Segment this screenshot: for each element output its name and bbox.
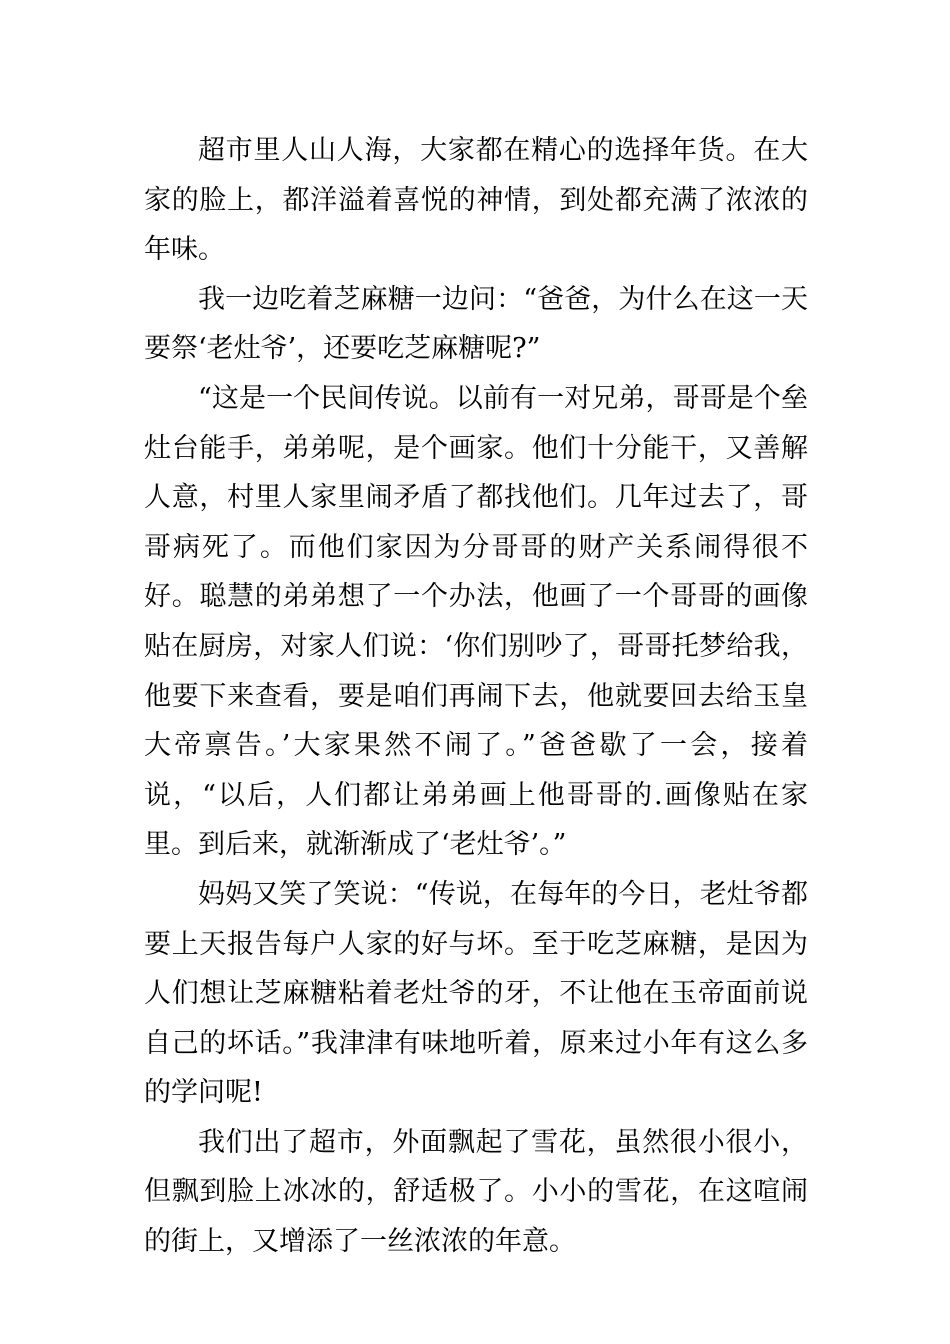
paragraph-1: 超市里人山人海，大家都在精心的选择年货。在大家的脸上，都洋溢着喜悦的神情，到处都充满了浓浓的年味。 (144, 135, 808, 266)
paragraph-5: 我们出了超市，外面飘起了雪花，虽然很小很小，但飘到脸上冰冰的，舒适极了。小小的雪花，在这喧闹的街上，又增添了一丝浓浓的年意。 (144, 1126, 808, 1258)
paragraph-4: 妈妈又笑了笑说：“传说，在每年的今日，老灶爷都要上天报告每户人家的好与坏。至于吃芝麻糖，是因为人们想让芝麻糖粘着老灶爷的牙，不让他在玉帝面前说自己的坏话。”我津津有味地听着，原来过小年有这么多的学问呢! (144, 878, 808, 1109)
paragraph-3: “这是一个民间传说。以前有一对兄弟，哥哥是个垒灶台能手，弟弟呢，是个画家。他们十分能干，又善解人意，村里人家里闹矛盾了都找他们。几年过去了，哥哥病死了。而他们家因为分哥哥的财产关系闹得很不好。聪慧的弟弟想了一个办法，他画了一个哥哥的画像贴在厨房，对家人们说：‘你们别吵了，哥哥托梦给我，他要下来查看，要是咱们再闹下去，他就要回去给玉皇大帝禀告。’大家果然不闹了。”爸爸歇了一会，接着说，“以后，人们都让弟弟画上他哥哥的.画像贴在家里。到后来，就渐渐成了‘老灶爷’。” (144, 382, 808, 861)
document-body (144, 126, 808, 1267)
paragraph-2: 我一边吃着芝麻糖一边问：“爸爸，为什么在这一天要祭‘老灶爷’，还要吃芝麻糖呢?” (144, 283, 808, 365)
